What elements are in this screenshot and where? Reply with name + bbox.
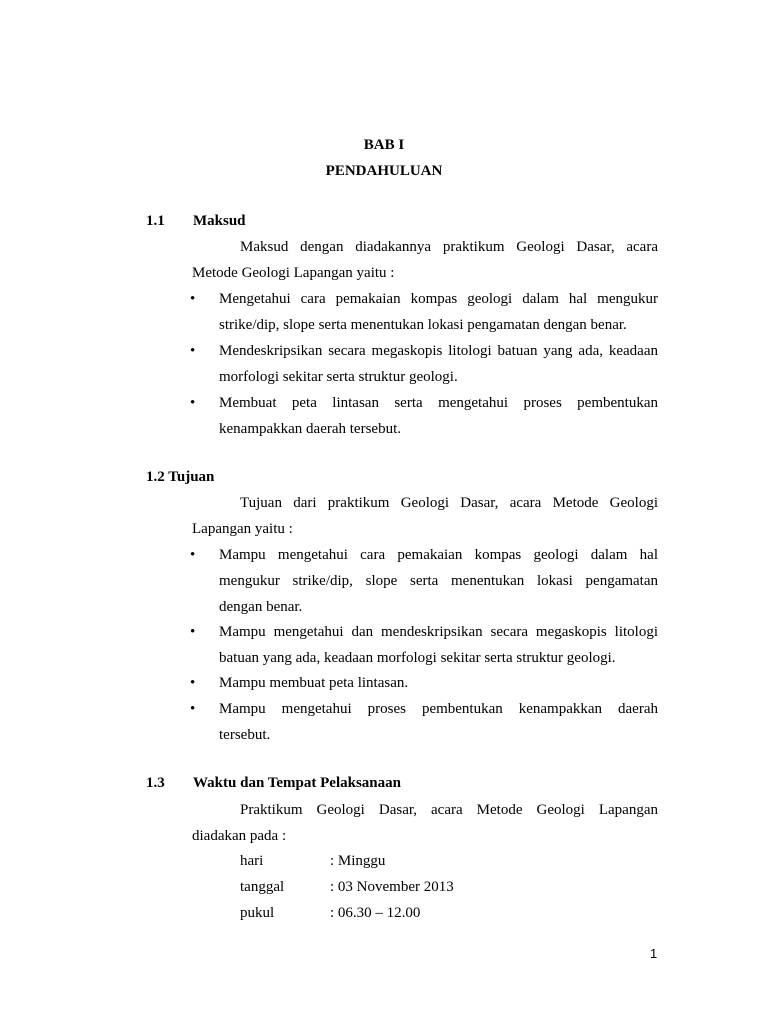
paragraph-line: Metode Geologi Lapangan yaitu : — [192, 265, 395, 281]
list-item-line: Mendeskripsikan secara megaskopis litologi batuan yang ada, keadaan — [219, 343, 658, 359]
bullet-icon: • — [190, 675, 196, 691]
schedule-key: tanggal — [240, 879, 285, 895]
bullet-icon: • — [190, 395, 196, 411]
page-number: 1 — [650, 946, 658, 961]
section-title: Waktu dan Tempat Pelaksanaan — [193, 775, 401, 791]
schedule-value: : 03 November 2013 — [330, 879, 454, 895]
bullet-icon: • — [190, 291, 196, 307]
list-item-line: Mampu mengetahui proses pembentukan kenampakkan daerah — [219, 701, 658, 717]
schedule-value: : Minggu — [330, 853, 386, 869]
bullet-icon: • — [190, 343, 196, 359]
schedule-table — [240, 852, 454, 930]
schedule-row — [240, 904, 454, 930]
list-item-line: mengukur strike/dip, slope serta menentukan lokasi pengamatan — [219, 573, 658, 589]
list-item-line: Mampu mengetahui dan mendeskripsikan secara megaskopis litologi — [219, 624, 658, 640]
list-item-line: tersebut. — [219, 727, 271, 743]
list-item-line: Membuat peta lintasan serta mengetahui proses pembentukan — [219, 395, 658, 411]
section-heading-waktu — [146, 775, 401, 792]
schedule-value: : 06.30 – 12.00 — [330, 905, 421, 921]
section-number: 1.3 — [146, 775, 165, 791]
bullet-icon: • — [190, 624, 196, 640]
section-heading-tujuan: 1.2 Tujuan — [146, 469, 215, 485]
schedule-key: hari — [240, 853, 264, 869]
paragraph-line: Tujuan dari praktikum Geologi Dasar, acara Metode Geologi — [240, 495, 658, 511]
section-heading-maksud — [146, 213, 246, 230]
list-item-line: batuan yang ada, keadaan morfologi sekitar serta struktur geologi. — [219, 650, 616, 666]
list-item-line: kenampakkan daerah tersebut. — [219, 421, 401, 437]
bullet-icon: • — [190, 547, 196, 563]
list-item-line: dengan benar. — [219, 599, 303, 615]
list-item-line: Mampu mengetahui cara pemakaian kompas geologi dalam hal — [219, 547, 658, 563]
paragraph-line: diadakan pada : — [192, 828, 287, 844]
section-title: Maksud — [193, 213, 246, 229]
list-item-line: Mengetahui cara pemakaian kompas geologi dalam hal mengukur — [219, 291, 658, 307]
paragraph-line: Lapangan yaitu : — [192, 521, 293, 537]
list-item-line: strike/dip, slope serta menentukan lokasi pengamatan dengan benar. — [219, 317, 627, 333]
paragraph-line: Maksud dengan diadakannya praktikum Geologi Dasar, acara — [240, 239, 658, 255]
schedule-key: pukul — [240, 905, 275, 921]
list-item-line: Mampu membuat peta lintasan. — [219, 675, 409, 691]
chapter-label: BAB I — [363, 137, 405, 153]
bullet-icon: • — [190, 701, 196, 717]
paragraph-line: Praktikum Geologi Dasar, acara Metode Geologi Lapangan — [240, 802, 658, 818]
chapter-title: PENDAHULUAN — [325, 163, 443, 179]
list-item-line: morfologi sekitar serta struktur geologi. — [219, 369, 458, 385]
schedule-row — [240, 852, 454, 878]
schedule-row — [240, 878, 454, 904]
section-number: 1.1 — [146, 213, 165, 229]
